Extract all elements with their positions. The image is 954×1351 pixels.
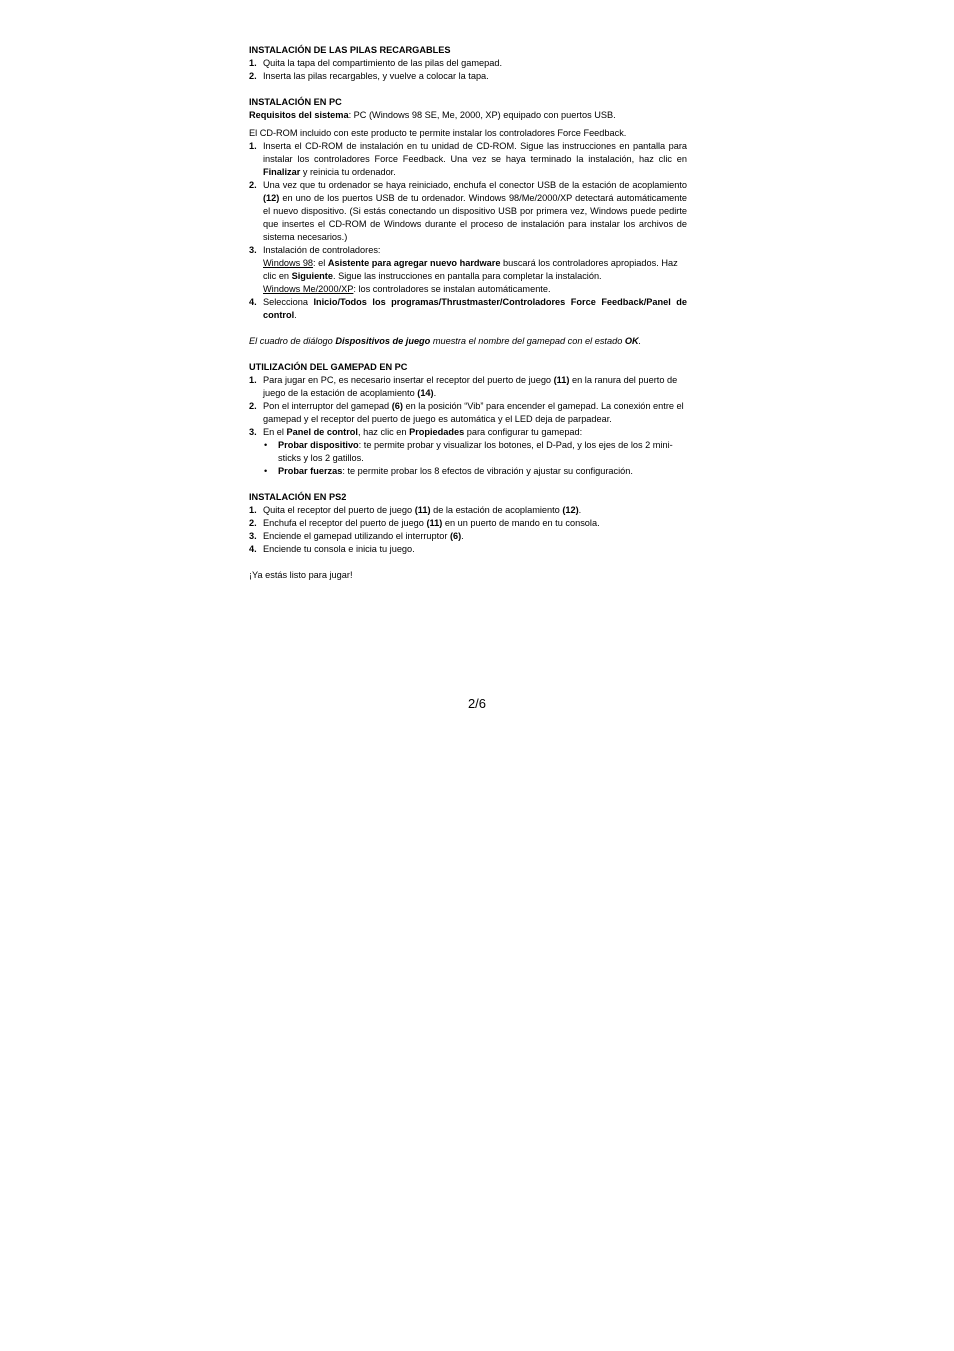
heading-battery-install: INSTALACIÓN DE LAS PILAS RECARGABLES bbox=[249, 45, 451, 55]
list-item: • Probar dispositivo: te permite probar y visualizar los botones, el D-Pad, y los ejes de los 2 mini-sticks y los 2 gatillos. bbox=[264, 440, 673, 463]
battery-steps-list bbox=[249, 57, 687, 83]
heading-pc-install: INSTALACIÓN EN PC bbox=[249, 97, 342, 107]
list-item: 1. Quita el receptor del puerto de juego (11) de la estación de acoplamiento (12). bbox=[249, 505, 582, 515]
list-item: 3. En el Panel de control, haz clic en Propiedades para configurar tu gamepad: bbox=[249, 427, 583, 437]
list-item: 3. Instalación de controladores: Windows 98: el Asistente para agregar nuevo hardware buscará los controladores apropiados. Haz clic en Siguiente. Sigue las instrucciones en pantalla para completar la instalación. Windows Me/2000/XP: los controladores se instalan automáticamente. bbox=[249, 245, 678, 294]
list-item: 4. Selecciona Inicio/Todos los programas/Thrustmaster/Controladores Force Feedback/Panel de control. bbox=[249, 297, 687, 320]
list-item: • Probar fuerzas: te permite probar los 8 efectos de vibración y ajustar su configuración. bbox=[264, 466, 633, 476]
list-item: 1. Para jugar en PC, es necesario insertar el receptor del puerto de juego (11) en la ranura del puerto de juego de la estación de acoplamiento (14). bbox=[249, 375, 678, 398]
heading-pc-usage: UTILIZACIÓN DEL GAMEPAD EN PC bbox=[249, 362, 408, 372]
pc-usage-steps-list bbox=[249, 374, 687, 439]
pc-install-steps-list bbox=[249, 140, 687, 322]
list-item: 3. Enciende el gamepad utilizando el interruptor (6). bbox=[249, 531, 464, 541]
bullet-icon: • bbox=[264, 440, 268, 450]
properties-bullet-list bbox=[249, 439, 687, 478]
page-number: 2/6 bbox=[467, 696, 487, 711]
list-item: 4. Enciende tu consola e inicia tu juego. bbox=[249, 544, 415, 554]
bullet-icon: • bbox=[264, 466, 268, 476]
list-item: 2. Enchufa el receptor del puerto de juego (11) en un puerto de mando en tu consola. bbox=[249, 518, 600, 528]
list-item: 2. Pon el interruptor del gamepad (6) en la posición “Vib” para encender el gamepad. La conexión entre el gamepad y el receptor del puerto de juego es automática y el LED deja de parpadear. bbox=[249, 401, 684, 424]
system-requirements: Requisitos del sistema: PC (Windows 98 SE, Me, 2000, XP) equipado con puertos USB. bbox=[249, 110, 616, 120]
list-item: 2. Una vez que tu ordenador se haya reiniciado, enchufa el conector USB de la estación de acoplamiento (12) en uno de los puertos USB de tu ordenador. Windows 98/Me/2000/XP detectará automáticamente el nuevo dispositivo. (Si estás conectando un dispositivo USB por primera vez, Windows puede pedirte que insertes el CD-ROM de Windows durante el proceso de instalación para instalar los archivos de sistema necesarios.) bbox=[249, 180, 687, 242]
closing-line: ¡Ya estás listo para jugar! bbox=[249, 570, 353, 580]
game-devices-note: El cuadro de diálogo Dispositivos de juego muestra el nombre del gamepad con el estado OK. bbox=[249, 336, 642, 346]
cdrom-intro: El CD-ROM incluido con este producto te permite instalar los controladores Force Feedback. bbox=[249, 128, 627, 138]
list-item: 1. Quita la tapa del compartimiento de las pilas del gamepad. bbox=[249, 58, 503, 68]
ps2-install-steps-list bbox=[249, 504, 687, 556]
list-item: 2. Inserta las pilas recargables, y vuelve a colocar la tapa. bbox=[249, 71, 489, 81]
heading-ps2-install: INSTALACIÓN EN PS2 bbox=[249, 492, 347, 502]
list-item: 1. Inserta el CD-ROM de instalación en tu unidad de CD-ROM. Sigue las instrucciones en pantalla para instalar los controladores Force Feedback. Una vez se haya terminado la instalación, haz clic en Finalizar y reinicia tu ordenador. bbox=[249, 141, 687, 177]
document-page bbox=[249, 44, 687, 582]
